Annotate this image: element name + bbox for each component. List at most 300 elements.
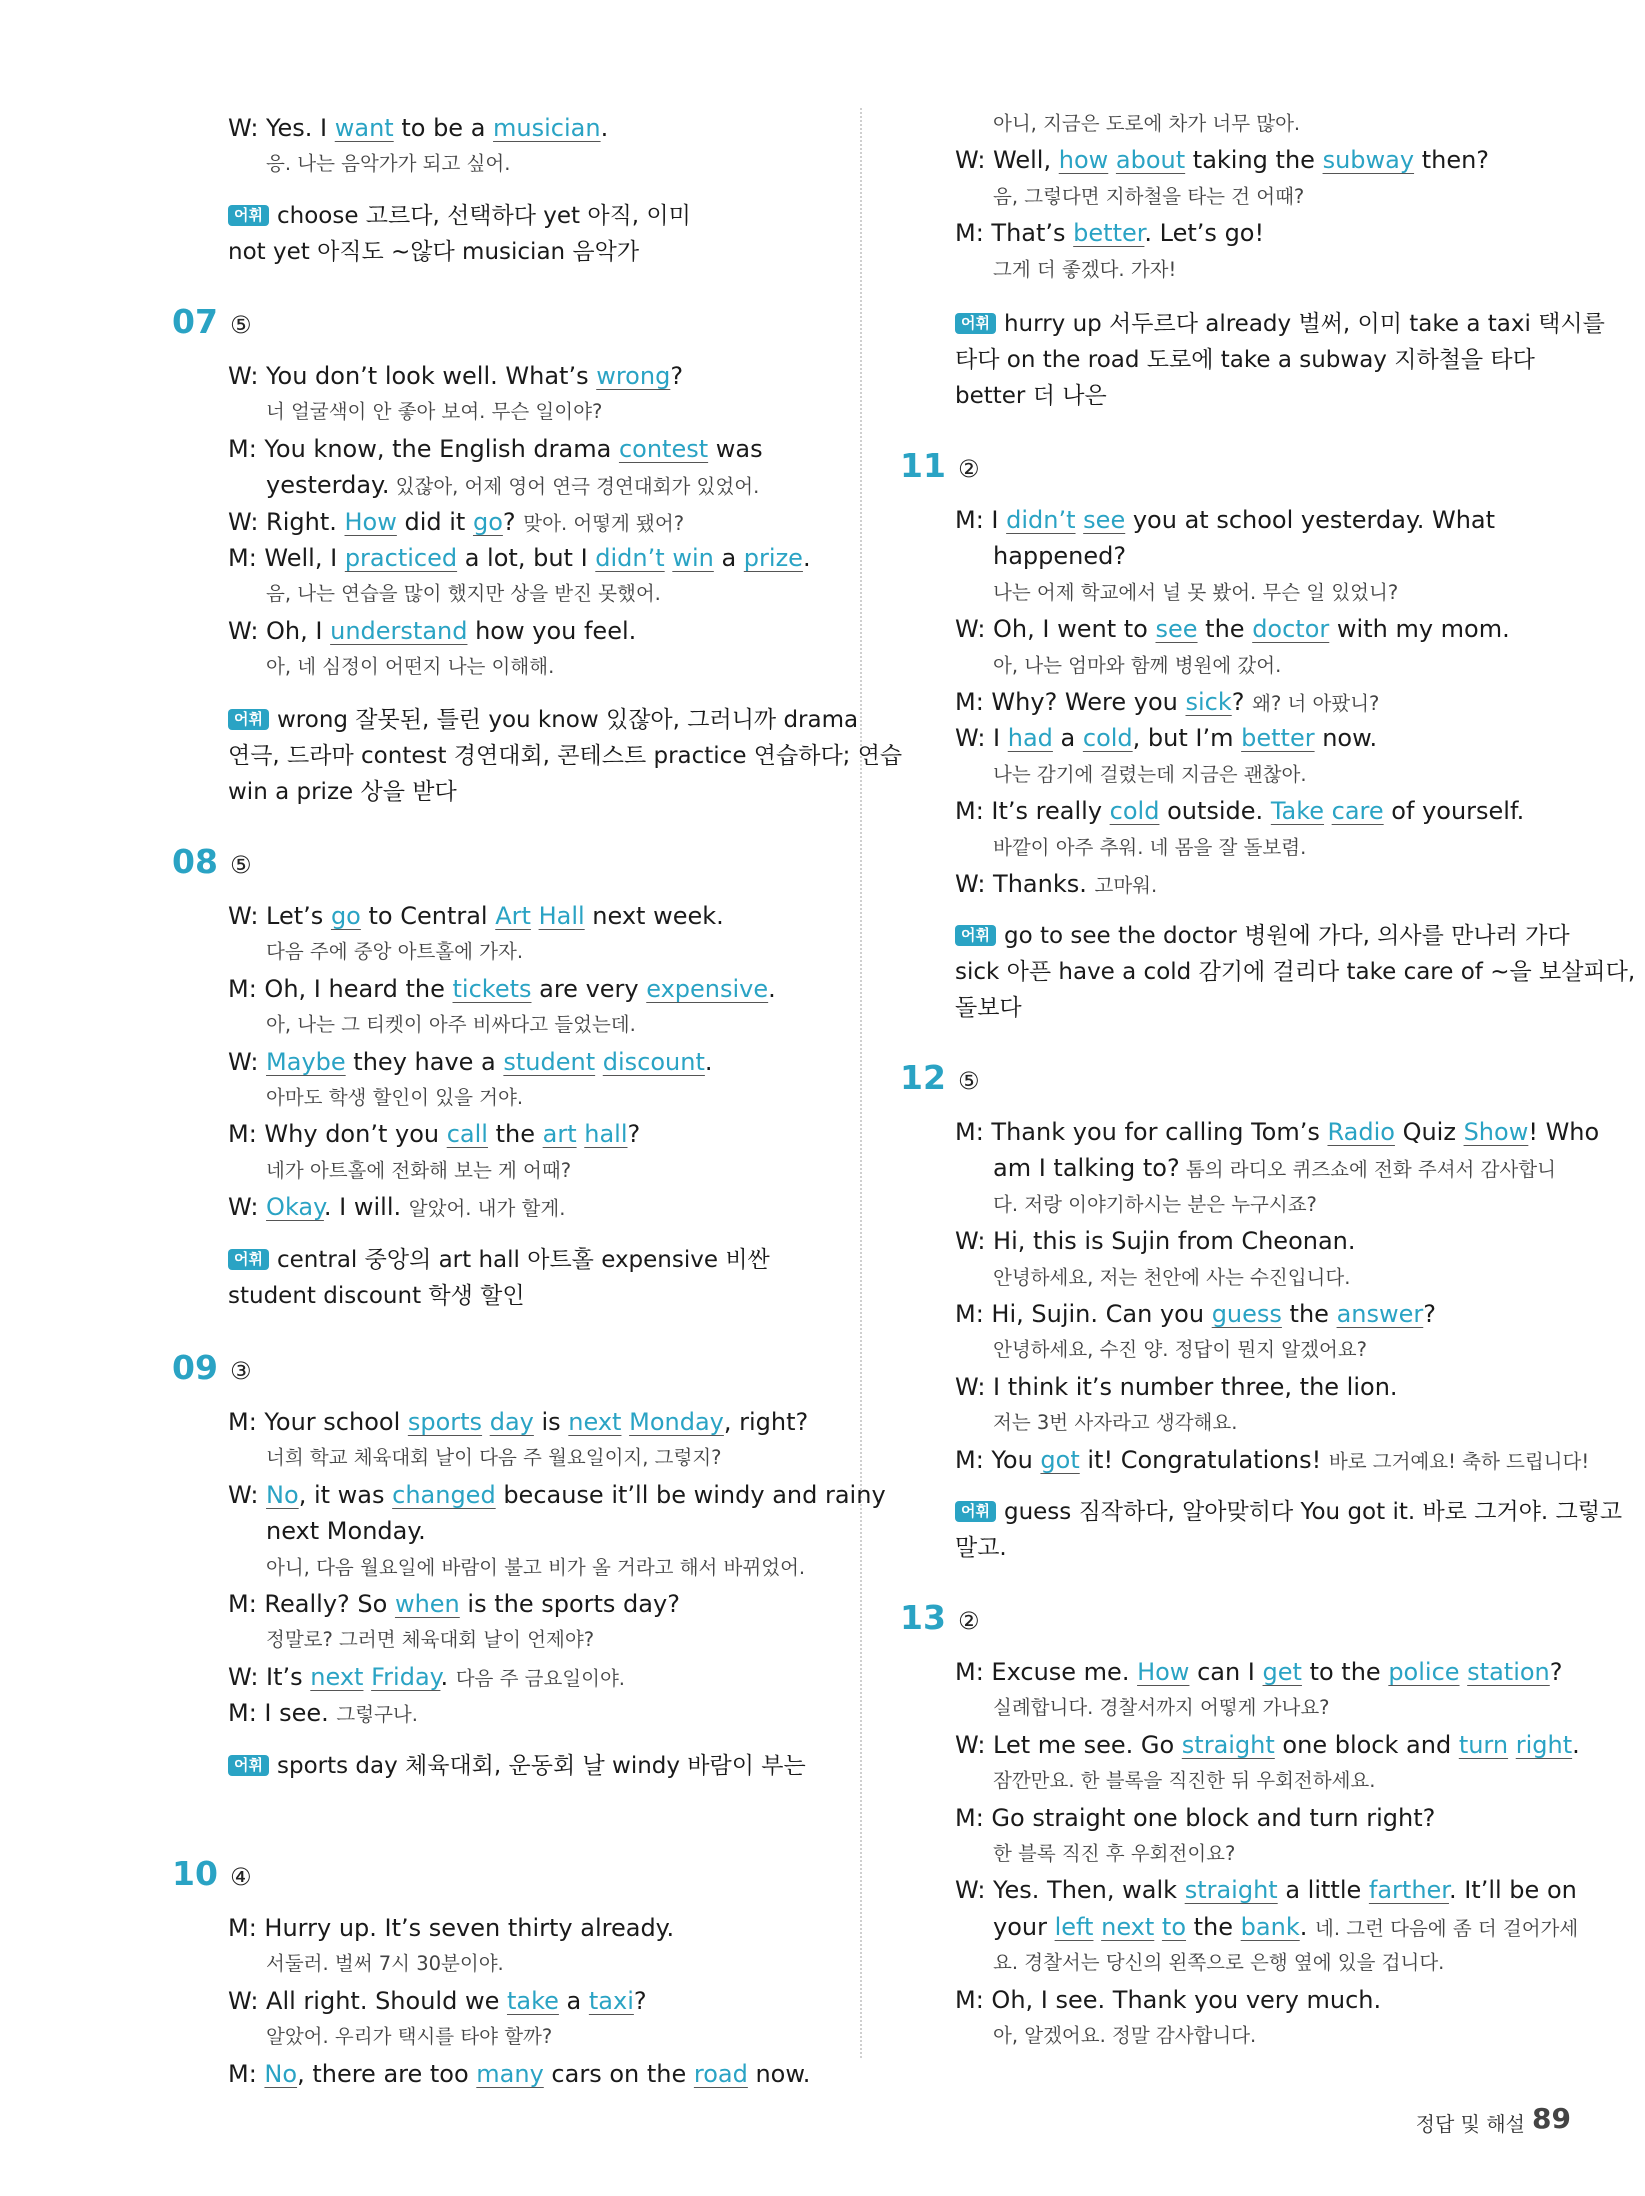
dialogue-line [955,1296,1436,1332]
vocab-line [228,1242,770,1278]
inline-korean: 있잖아, 어제 영어 연극 경연대회가 있었어. [389,475,760,498]
korean-translation: 그게 더 좋겠다. 가자! [993,258,1177,281]
answer-mark: ③ [229,1357,252,1385]
dialogue-line [228,431,763,467]
answer-blank: No [266,1481,299,1509]
answer-blank: Art [495,902,531,930]
inline-korean: 고마워. [1094,874,1158,897]
dialogue-text: am I talking to? [993,1154,1180,1182]
dialogue-text: , it was [298,1481,393,1509]
answer-blank: to [1161,1913,1187,1941]
vocab-line [228,198,691,234]
vocab-text: 말고. [955,1535,1007,1561]
dialogue-line [228,540,811,576]
dialogue-text [1324,797,1332,825]
inline-korean: 바로 그거예요! 축하 드립니다! [1328,1450,1590,1473]
vocab-line [955,990,1022,1026]
dialogue-line [228,1044,713,1080]
answer-blank: Maybe [266,1048,346,1076]
question-number-text: 13 [900,1598,946,1637]
answer-blank: get [1262,1658,1302,1686]
answer-blank: didn’t [1006,506,1076,534]
dialogue-text: then? [1414,146,1490,174]
dialogue-line [955,611,1510,647]
dialogue-text: M: Excuse me. [955,1658,1138,1686]
answer-blank: How [344,508,397,536]
answer-blank: How [1137,1658,1190,1686]
answer-blank: bank [1240,1913,1300,1941]
answer-blank: how [1058,146,1109,174]
vocab-text: guess 짐작하다, 알아맞히다 You got it. 바로 그거야. 그렇고 [1003,1499,1623,1525]
answer-blank: next [310,1663,364,1691]
dialogue-line [955,1442,1589,1480]
dialogue-text: . Let’s go! [1144,219,1265,247]
dialogue-text: one block and [1274,1731,1459,1759]
dialogue-text [1154,1913,1162,1941]
dialogue-line [955,684,1379,722]
dialogue-text: is the sports day? [459,1590,680,1618]
answer-blank: cold [1109,797,1160,825]
dialogue-text: W: I [955,724,1008,752]
korean-translation: 아니, 지금은 도로에 차가 너무 많아. [993,112,1301,135]
dialogue-text: did it [396,508,473,536]
answer-blank: see [1155,615,1198,643]
vocab-text: better 더 나은 [955,383,1107,409]
dialogue-line [228,1116,640,1152]
answer-blank: police [1388,1658,1460,1686]
dialogue-line [955,215,1264,251]
answer-blank: next [1101,1913,1155,1941]
question-number-text: 09 [172,1348,218,1387]
dialogue-text: to be a [393,114,494,142]
vocab-line [955,1494,1622,1530]
dialogue-text: W: I think it’s number three, the lion. [955,1373,1398,1401]
answer-blank: changed [392,1481,496,1509]
dialogue-text [363,1663,371,1691]
dialogue-text: . [1572,1731,1580,1759]
dialogue-text: are very [531,975,647,1003]
dialogue-text [1108,146,1116,174]
dialogue-text: with my mom. [1329,615,1510,643]
dialogue-text: W: [228,1193,267,1221]
dialogue-text: M: Your school [228,1408,408,1436]
korean-translation: 저는 3번 사자라고 생각해요. [993,1411,1238,1434]
dialogue-text: , there are too [297,2060,477,2088]
vocab-tag: 어휘 [955,925,996,946]
vocab-line [955,918,1570,954]
question-number [900,1598,979,1641]
vocab-line [955,954,1635,990]
korean-translation: 너희 학교 체육대회 날이 다음 주 월요일이지, 그렇지? [266,1446,722,1469]
dialogue-text: it! Congratulations! [1079,1446,1329,1474]
dialogue-text: the [1281,1300,1337,1328]
dialogue-text: of yourself. [1383,797,1525,825]
vocab-line [228,774,457,810]
dialogue-text: M: Why don’t you [228,1120,447,1148]
dialogue-text: W: It’s [228,1663,311,1691]
question-number [172,842,251,885]
dialogue-text: M: Well, I [228,544,345,572]
answer-blank: tickets [452,975,532,1003]
dialogue-text: to the [1301,1658,1389,1686]
answer-blank: taxi [588,1987,634,2015]
korean-translation: 알았어. 우리가 택시를 타야 할까? [266,2025,553,2048]
dialogue-text: W: Let’s [228,902,331,930]
answer-blank: about [1115,146,1186,174]
vocab-line [955,342,1535,378]
dialogue-text: W: Hi, this is Sujin from Cheonan. [955,1227,1356,1255]
dialogue-line [955,142,1489,178]
answer-blank: straight [1181,1731,1275,1759]
vocab-text: sports day 체육대회, 운동회 날 windy 바람이 부는 [276,1753,806,1779]
answer-blank: Show [1463,1118,1529,1146]
dialogue-text: to Central [360,902,496,930]
dialogue-text: happened? [993,542,1127,570]
dialogue-text: . [768,975,776,1003]
answer-blank: day [489,1408,534,1436]
dialogue-text: a lot, but I [457,544,596,572]
korean-translation: 네가 아트홀에 전화해 보는 게 어때? [266,1159,572,1182]
dialogue-text: M: Oh, I see. Thank you very much. [955,1986,1382,2014]
dialogue-text: M: Hi, Sujin. Can you [955,1300,1212,1328]
answer-blank: got [1040,1446,1080,1474]
answer-mark: ⑤ [229,311,252,339]
dialogue-text: the [1186,1913,1241,1941]
dialogue-line [955,1872,1577,1908]
korean-translation: 음, 그렇다면 지하철을 타는 건 어때? [993,185,1305,208]
vocab-text: 연극, 드라마 contest 경연대회, 콘테스트 practice 연습하다; 연습 [228,743,903,769]
korean-translation: 실례합니다. 경찰서까지 어떻게 가나요? [993,1696,1330,1719]
dialogue-line [228,1477,886,1513]
dialogue-line [955,720,1377,756]
question-number-text: 12 [900,1058,946,1097]
answer-blank: doctor [1252,615,1330,643]
dialogue-text: the [1197,615,1253,643]
dialogue-line [228,504,684,542]
korean-translation: 나는 감기에 걸렸는데 지금은 괜찮아. [993,763,1307,786]
dialogue-text: next Monday. [266,1517,426,1545]
dialogue-text: W: All right. Should we [228,1987,507,2015]
korean-translation: 아, 네 심정이 어떤지 나는 이해해. [266,655,555,678]
vocab-text: win a prize 상을 받다 [228,779,457,805]
answer-blank: when [394,1590,460,1618]
inline-korean: 왜? 너 아팠니? [1252,692,1380,715]
answer-blank: guess [1211,1300,1282,1328]
answer-blank: left [1054,1913,1094,1941]
answer-blank: straight [1184,1876,1278,1904]
dialogue-line [228,1695,418,1733]
answer-blank: call [446,1120,488,1148]
answer-blank: cold [1082,724,1133,752]
korean-translation: 나는 어제 학교에서 널 못 봤어. 무슨 일 있었니? [993,581,1399,604]
answer-blank: art [542,1120,577,1148]
korean-translation: 음, 나는 연습을 많이 했지만 상을 받진 못했어. [266,582,661,605]
answer-blank: discount [602,1048,705,1076]
dialogue-text: M: I see. [228,1699,337,1727]
dialogue-line [228,613,636,649]
korean-translation: 안녕하세요, 수진 양. 정답이 뭔지 알겠어요? [993,1338,1367,1361]
korean-translation: 요. 경찰서는 당신의 왼쪽으로 은행 옆에 있을 겁니다. [993,1951,1445,1974]
dialogue-text: , right? [723,1408,809,1436]
answer-blank: win [672,544,714,572]
dialogue-text: a [558,1987,589,2015]
question-number [172,302,251,345]
inline-korean: 맞아. 어떻게 됐어? [523,512,685,535]
answer-blank: understand [330,617,468,645]
vocab-text: wrong 잘못된, 틀린 you know 있잖아, 그러니까 drama [276,707,859,733]
dialogue-line [228,1586,680,1622]
vocab-text: go to see the doctor 병원에 가다, 의사를 만나러 가다 [1003,923,1570,949]
dialogue-text: . It’ll be on [1448,1876,1577,1904]
answer-mark: ④ [229,1863,252,1891]
korean-translation: 한 블록 직진 후 우회전이요? [993,1842,1236,1865]
answer-blank: take [506,1987,559,2015]
dialogue-text: . I will. [323,1193,409,1221]
dialogue-text: W: Thanks. [955,870,1095,898]
answer-blank: care [1331,797,1384,825]
answer-blank: expensive [646,975,769,1003]
vocab-line [228,234,639,270]
dialogue-line [228,1659,625,1697]
answer-blank: go [472,508,503,536]
question-number [900,1058,979,1101]
dialogue-text: W: Let me see. Go [955,1731,1182,1759]
dialogue-line [955,793,1524,829]
dialogue-text: ? [1423,1300,1436,1328]
dialogue-text: M: [228,2060,265,2088]
dialogue-text: M: You know, the English drama [228,435,619,463]
dialogue-text: W: Well, [955,146,1059,174]
answer-mark: ② [957,455,980,483]
vocab-tag: 어휘 [228,1249,269,1270]
question-number [900,446,979,489]
dialogue-text: M: Hurry up. It’s seven thirty already. [228,1914,675,1942]
dialogue-text [531,902,539,930]
vocab-text: central 중앙의 art hall 아트홀 expensive 비싼 [276,1247,770,1273]
dialogue-text: . [440,1663,456,1691]
dialogue-text: because it’ll be windy and rainy [495,1481,886,1509]
korean-translation: 아마도 학생 할인이 있을 거야. [266,1086,524,1109]
vocab-line [955,306,1605,342]
dialogue-line [955,1114,1599,1150]
answer-blank: prize [743,544,803,572]
answer-blank: road [693,2060,748,2088]
korean-translation: 아니, 다음 월요일에 바람이 불고 비가 올 거라고 해서 바뀌었어. [266,1556,806,1579]
korean-translation: 아, 나는 그 티켓이 아주 비싸다고 들었는데. [266,1013,636,1036]
dialogue-text: W: Yes. I [228,114,335,142]
dialogue-text: , but I’m [1132,724,1242,752]
answer-blank: wrong [596,362,671,390]
dialogue-text: W: [228,1481,267,1509]
question-number-text: 08 [172,842,218,881]
korean-translation: 다음 주에 중앙 아트홀에 가자. [266,940,524,963]
dialogue-text: ! Who [1528,1118,1600,1146]
footer-label: 정답 및 해설 [1415,2112,1525,2136]
dialogue-continuation [266,1513,426,1549]
dialogue-continuation [993,1150,1556,1188]
dialogue-text: W: Right. [228,508,345,536]
dialogue-continuation [993,538,1126,574]
korean-translation: 서둘러. 벌써 7시 30분이야. [266,1952,504,1975]
dialogue-text: M: I [955,506,1007,534]
vocab-text: sick 아픈 have a cold 감기에 걸리다 take care of ~을 보살피다, [955,959,1636,985]
dialogue-line [955,502,1495,538]
vocab-tag: 어휘 [228,709,269,730]
dialogue-text: can I [1189,1658,1263,1686]
answer-blank: Friday [371,1663,441,1691]
dialogue-text: taking the [1185,146,1323,174]
dialogue-line [955,1800,1435,1836]
dialogue-line [228,110,608,146]
dialogue-text: now. [747,2060,811,2088]
answer-blank: No [264,2060,298,2088]
dialogue-line [228,898,724,934]
question-number-text: 10 [172,1854,218,1893]
dialogue-text: ? [1549,1658,1563,1686]
korean-translation: 아, 알겠어요. 정말 감사합니다. [993,2024,1257,2047]
dialogue-text: ? [670,362,684,390]
answer-blank: go [330,902,361,930]
vocab-text: student discount 학생 할인 [228,1283,525,1309]
answer-blank: student [503,1048,596,1076]
answer-blank: want [334,114,394,142]
answer-blank: Radio [1327,1118,1395,1146]
answer-blank: Okay [266,1193,324,1221]
dialogue-text: W: Yes. Then, walk [955,1876,1185,1904]
question-number [172,1348,251,1391]
dialogue-line [955,1223,1356,1259]
dialogue-text: a little [1277,1876,1369,1904]
dialogue-text: . [600,114,609,142]
dialogue-text: ? [1231,688,1253,716]
answer-mark: ⑤ [957,1067,980,1095]
answer-blank: answer [1336,1300,1424,1328]
dialogue-text: ? [633,1987,647,2015]
answer-blank: had [1007,724,1053,752]
answer-blank: better [1073,219,1145,247]
vocab-line [228,738,902,774]
dialogue-text: W: [228,1048,267,1076]
dialogue-text: W: You don’t look well. What’s [228,362,597,390]
dialogue-text: M: That’s [955,219,1074,247]
dialogue-text: M: Go straight one block and turn right? [955,1804,1436,1832]
dialogue-text: . [802,544,811,572]
answer-blank: turn [1458,1731,1509,1759]
dialogue-continuation [266,467,759,505]
vocab-text: 타다 on the road 도로에 take a subway 지하철을 타다 [955,347,1535,373]
answer-blank: sports [407,1408,483,1436]
answer-blank: many [476,2060,544,2088]
inline-korean: 그렇구나. [336,1703,418,1726]
answer-blank: better [1241,724,1315,752]
korean-translation: 바깥이 아주 추워. 네 몸을 잘 돌보렴. [993,836,1307,859]
vocab-line [228,1748,806,1784]
answer-blank: contest [618,435,709,463]
answer-blank: next [568,1408,622,1436]
dialogue-text: Quiz [1394,1118,1464,1146]
dialogue-text: W: Oh, I went to [955,615,1156,643]
vocab-tag: 어휘 [228,205,269,226]
korean-translation: 다. 저랑 이야기하시는 분은 누구시죠? [993,1193,1317,1216]
dialogue-text: outside. [1159,797,1271,825]
vocab-tag: 어휘 [955,313,996,334]
korean-translation: 안녕하세요, 저는 천안에 사는 수진입니다. [993,1266,1351,1289]
answer-blank: Monday [629,1408,724,1436]
question-number-text: 11 [900,446,946,485]
inline-korean: 다음 주 금요일이야. [455,1667,625,1690]
korean-translation: 정말로? 그러면 체육대회 날이 언제야? [266,1628,595,1651]
vocab-line [955,378,1107,414]
answer-mark: ② [957,1607,980,1635]
answer-blank: didn’t [595,544,665,572]
vocab-text: 돌보다 [955,995,1022,1021]
answer-mark: ⑤ [229,851,252,879]
vocab-line [228,702,858,738]
dialogue-text: ? [627,1120,641,1148]
answer-blank: subway [1322,146,1415,174]
inline-korean: 알았어. 내가 할게. [408,1197,566,1220]
dialogue-line [228,358,683,394]
dialogue-text: cars on the [543,2060,694,2088]
korean-translation: 응. 나는 음악가가 되고 싶어. [266,152,511,175]
dialogue-text [595,1048,603,1076]
dialogue-text: was [708,435,763,463]
answer-blank: farther [1368,1876,1449,1904]
korean-translation: 잠깐만요. 한 블록을 직진한 뒤 우회전하세요. [993,1769,1376,1792]
dialogue-text: a [1052,724,1083,752]
vocab-line [228,1278,525,1314]
question-number-text: 07 [172,302,218,341]
dialogue-line [955,1727,1580,1763]
dialogue-text [1508,1731,1516,1759]
dialogue-text: W: Oh, I [228,617,331,645]
answer-blank: musician [493,114,601,142]
dialogue-text: M: It’s really [955,797,1110,825]
dialogue-text: a [713,544,744,572]
dialogue-text: how you feel. [467,617,637,645]
dialogue-line [955,1654,1563,1690]
dialogue-text [621,1408,629,1436]
dialogue-text: you at school yesterday. What [1125,506,1496,534]
dialogue-line [955,1369,1398,1405]
dialogue-text: M: Really? So [228,1590,395,1618]
dialogue-line [228,2056,810,2092]
dialogue-text: next week. [584,902,724,930]
answer-blank: right [1515,1731,1573,1759]
korean-translation: 아, 나는 엄마와 함께 병원에 갔어. [993,654,1282,677]
question-number [172,1854,251,1897]
dialogue-line [228,1910,674,1946]
inline-korean: 네. 그런 다음에 좀 더 걸어가세 [1315,1917,1579,1940]
dialogue-text: . [1299,1913,1315,1941]
dialogue-line [993,1909,1578,1947]
dialogue-text: they have a [345,1048,504,1076]
vocab-text: not yet 아직도 ~않다 musician 음악가 [228,239,640,265]
answer-blank: sick [1185,688,1232,716]
dialogue-text: M: Oh, I heard the [228,975,453,1003]
answer-blank: Take [1270,797,1325,825]
dialogue-line [955,866,1157,904]
answer-blank: see [1083,506,1126,534]
answer-blank: Hall [538,902,585,930]
dialogue-text [482,1408,490,1436]
vocab-text: choose 고르다, 선택하다 yet 아직, 이미 [276,203,691,229]
dialogue-text: ? [502,508,524,536]
answer-blank: station [1467,1658,1550,1686]
dialogue-line [228,1404,808,1440]
vocab-text: hurry up 서두르다 already 벌써, 이미 take a taxi 택시를 [1003,311,1605,337]
dialogue-line [228,1189,565,1227]
